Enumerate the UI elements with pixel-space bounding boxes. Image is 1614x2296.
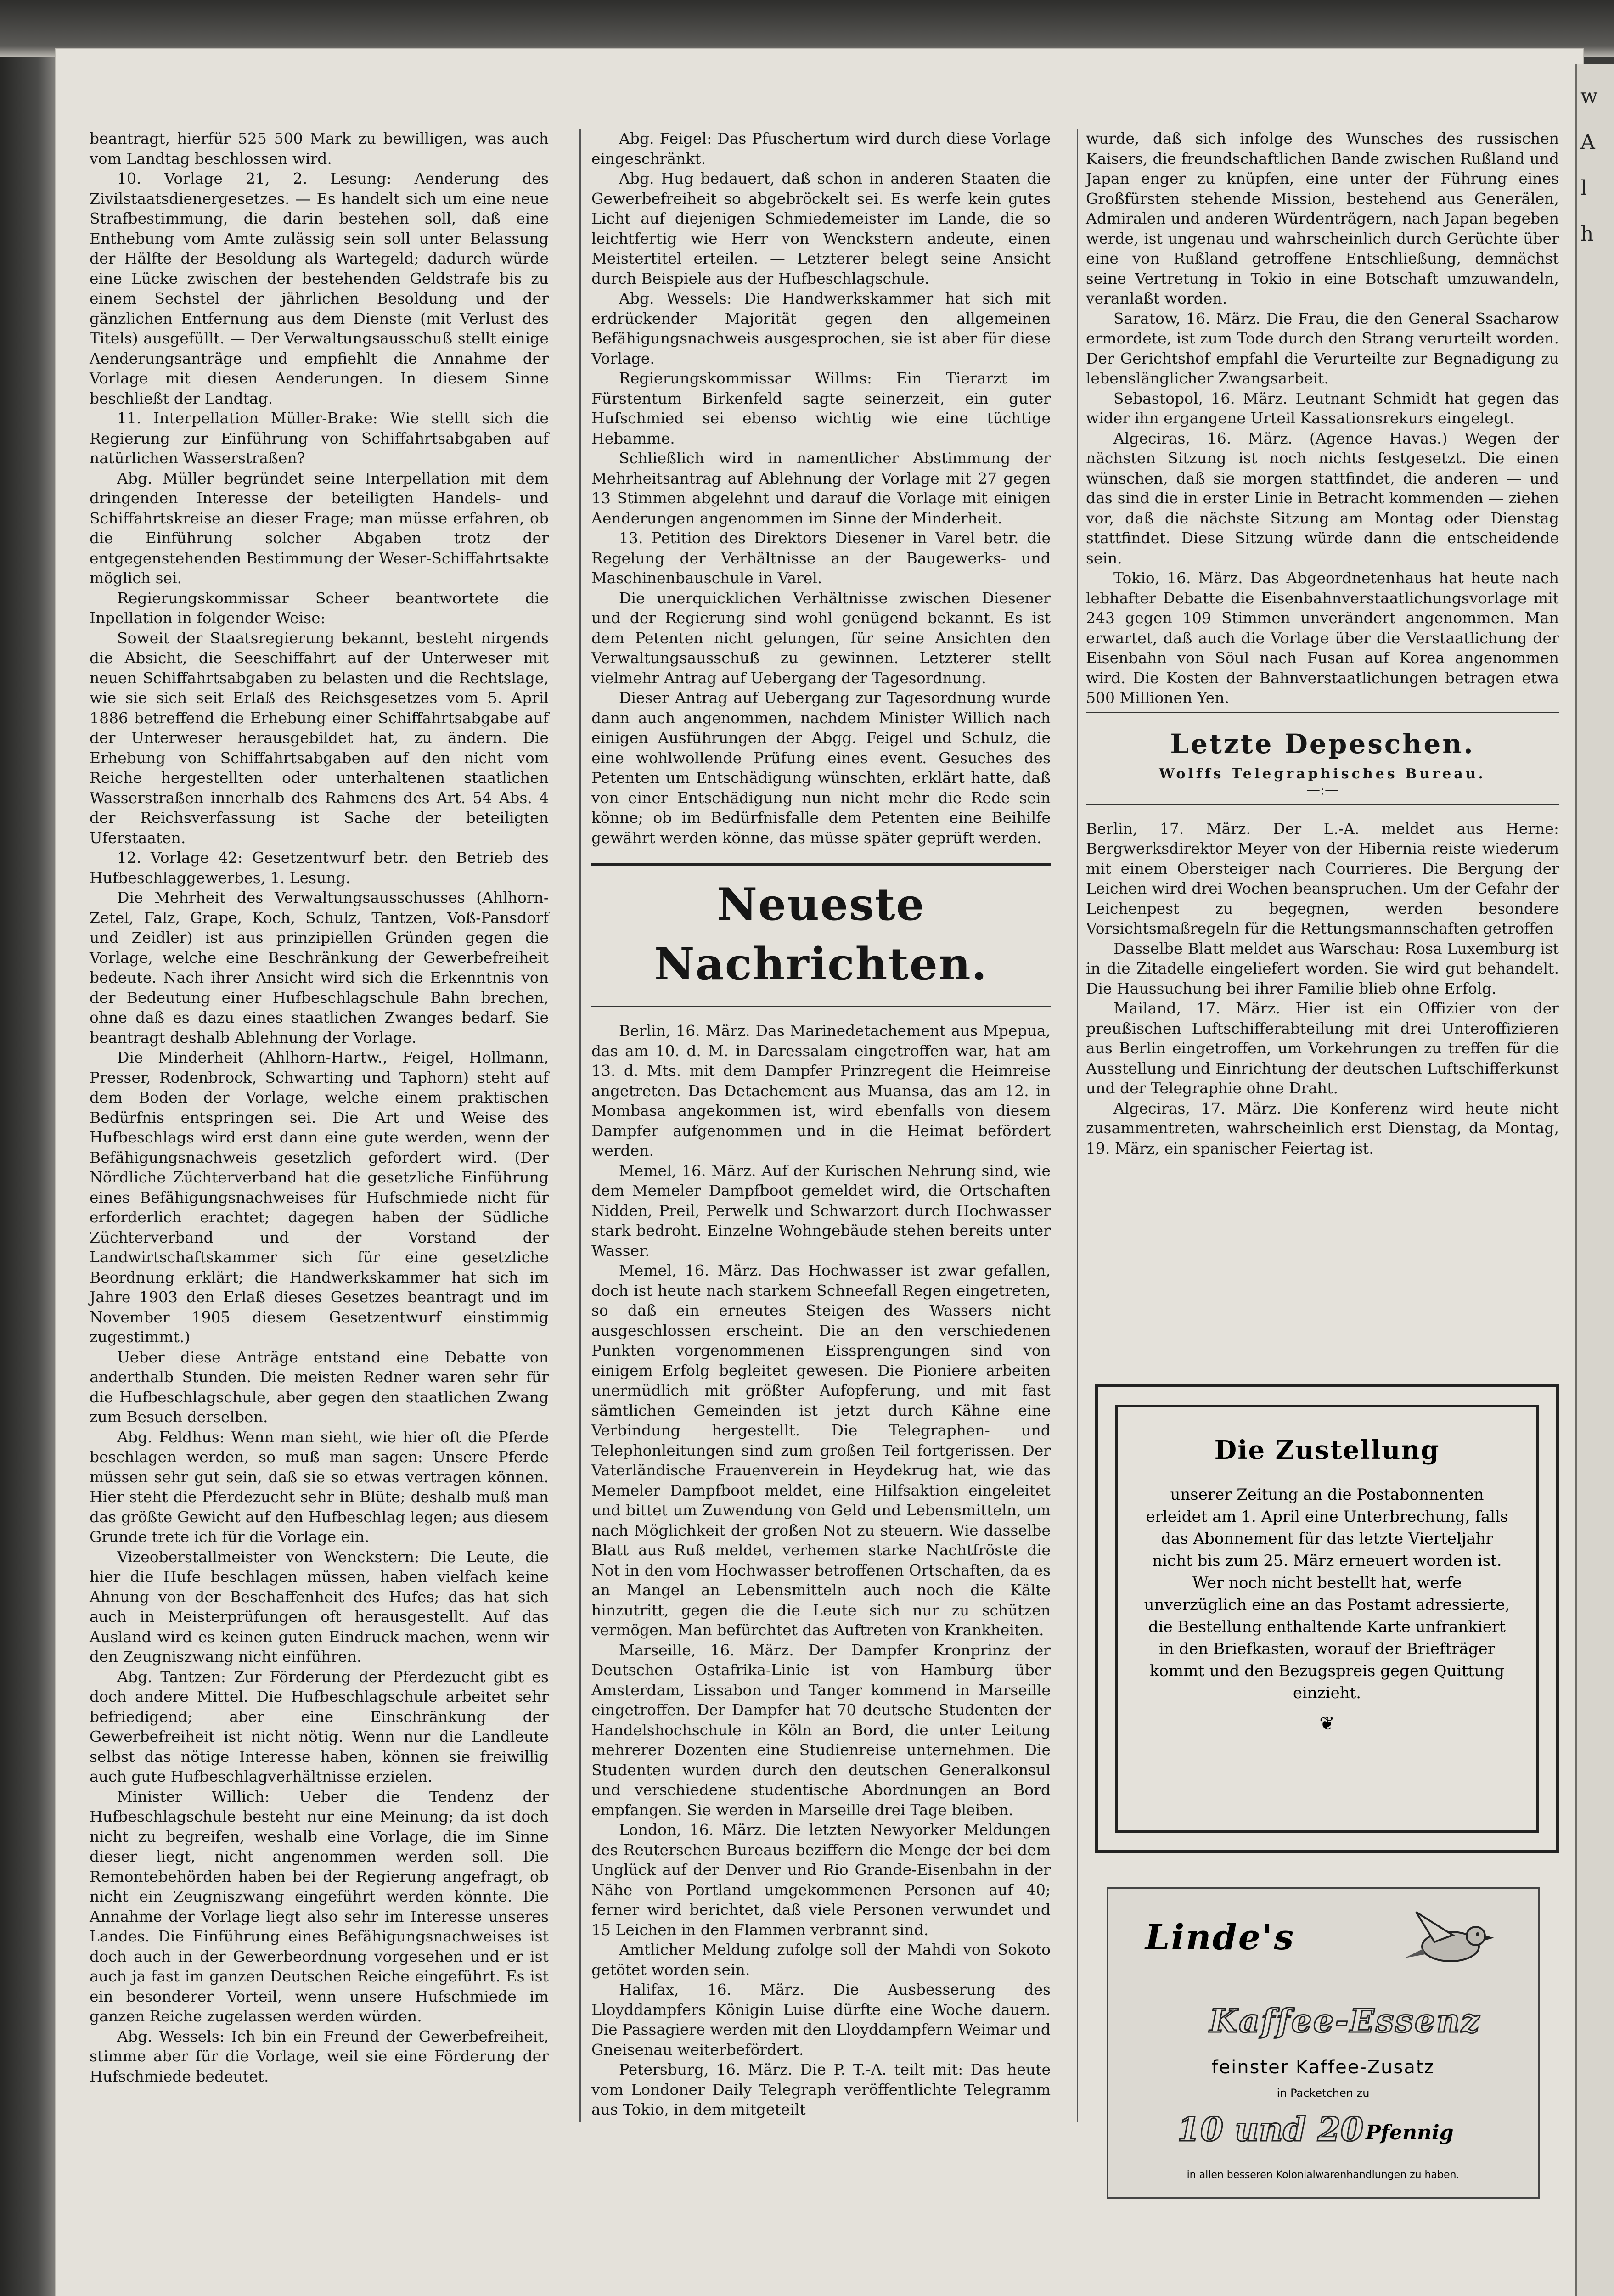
article-paragraph: wurde, daß sich infolge des Wunsches des russischen Kaisers, die freundschaftlichen Bande zwischen Rußland und Japan enger zu knüpfen, eine unter der Führung eines Großfürsten stehende Mission, bestehend aus Generälen, Admiralen und anderen Würdenträgern, nach Japan begeben werde, ist ungenau und wahrscheinlich durch Gerüchte über eine von Rußland getroffene Entschließung, demnächst seine Vertretung in Tokio in eine Botschaft umzuwandeln, veranlaßt worden. bbox=[1086, 129, 1559, 307]
article-paragraph: Algeciras, 17. März. Die Konferenz wird heute nicht zusammentreten, wahrscheinlich erst Dienstag, da Montag, 19. März, ein spanischer Feiertag ist. bbox=[1086, 1099, 1559, 1157]
depeschen-items bbox=[1086, 819, 1559, 1159]
article-paragraph: Petersburg, 16. März. Die P. T.-A. teilt mit: Das heute vom Londoner Daily Telegraph veröffentlichte Telegramm aus Tokio, in dem mitgeteilt bbox=[591, 2060, 1051, 2118]
article-paragraph: Abg. Müller begründet seine Interpellation mit dem dringenden Interesse der beteiligten Handels- und Schiffahrtskreise an dieser Frage; man müsse erfahren, ob die Einführung solcher Abgaben trotz der entgegenstehenden Bestimmung der Weser-Schiffahrtsakte möglich sei. bbox=[90, 469, 549, 587]
advertisement-box bbox=[1107, 1887, 1540, 2199]
article-paragraph: Dieser Antrag auf Uebergang zur Tagesordnung wurde dann auch angenommen, nachdem Minister Willich nach einigen Ausführungen der Abgg. Feigel und Schulz, die eine wohlwollende Prüfung eines event. Gesuches des Petenten um Entschädigung wünschten, erklärt hatte, daß von einer Entschädigung nun nicht mehr die Rede sein könne; ob im Bedürfnisfalle dem Petenten eine Beihilfe gewährt werden könne, das müsse später geprüft werden. bbox=[591, 689, 1051, 847]
ad-brand: Linde's bbox=[1145, 1917, 1295, 1958]
article-paragraph: Amtlicher Meldung zufolge soll der Mahdi von Sokoto getötet worden sein. bbox=[591, 1941, 1051, 1979]
article-paragraph: Abg. Wessels: Ich bin ein Freund der Gewerbefreiheit, stimme aber für die Vorlage, weil sie eine Förderung der Hufschmiede bedeutet. bbox=[90, 2027, 549, 2085]
ad-packet-note: in Packetchen zu bbox=[1277, 2087, 1370, 2099]
article-paragraph: Abg. Tantzen: Zur Förderung der Pferdezucht gibt es doch andere Mittel. Die Hufbeschlagschule arbeitet sehr befriedigend; aber eine Einschränkung der Gewerbefreiheit ist nicht nötig. Wenn nur die Landleute selbst das nötige Interesse haben, können sie freiwillig auch gute Hufbeschlagverhältnisse erzielen. bbox=[90, 1667, 549, 1785]
depeschen-heading: Letzte Depeschen. bbox=[1170, 728, 1475, 760]
ornament-icon: ❦ bbox=[1319, 1713, 1335, 1734]
article-paragraph: Memel, 16. März. Das Hochwasser ist zwar gefallen, doch ist heute nach starkem Schneefall Regen eingetreten, so daß ein erneutes Steigen des Wassers nicht ausgeschlossen erscheint. Die an den verschiedenen Punkten vorgenommenen Eissprengungen sind von einigem Erfolg begleitet gewesen. Die Pioniere arbeiten unermüdlich mit größter Aufopferung, und mit fast sämtlichen Gemeinden ist jetzt durch Kähne eine Verbindung hergestellt. Die Telegraphen- und Telephonleitungen sind zum großen Teil fortgerissen. Der Vaterländische Frauenverein in Heydekrug hat, wie das Memeler Dampfboot meldet, eine Hilfsaktion eingeleitet und bittet um Zuwendung von Geld und Lebensmitteln, um nach Möglichkeit der großen Not zu steuern. Wie dasselbe Blatt aus Ruß meldet, verhemen starke Nachtfröste die Not in den vom Hochwasser betroffenen Ortschaften, da es an Mangel an Lebensmitteln auch noch die Kälte hinzutritt, gegen die die Leute sich nur zu schützen vermögen. Man befürchtet das Auftreten von Krankheiten. bbox=[591, 1261, 1051, 1639]
subscription-notice-box bbox=[1095, 1384, 1559, 1853]
adjacent-page-edge: w A l h bbox=[1575, 64, 1614, 2296]
article-paragraph: Dasselbe Blatt meldet aus Warschau: Rosa Luxemburg ist in die Zitadelle eingeliefert worden. Sie wird gut behandelt. Die Haussuchung bei ihrer Familie blieb ohne Erfolg. bbox=[1086, 939, 1559, 997]
article-paragraph: Tokio, 16. März. Das Abgeordnetenhaus hat heute nach lebhafter Debatte die Eisenbahnverstaatlichungsvorlage mit 243 gegen 109 Stimmen unverändert angenommen. Man erwartet, daß auch die Vorlage über die Verstaatlichung der Eisenbahn von Söul nach Fusan auf Korea angenommen wird. Die Kosten der Bahnverstaatlichungen betragen etwa 500 Millionen Yen. bbox=[1086, 569, 1559, 707]
ad-tagline: feinster Kaffee-Zusatz bbox=[1211, 2057, 1435, 2078]
notice-text: unserer Zeitung an die Postabonnenten erleidet am 1. April eine Unterbrechung, falls das Abonnement für das letzte Vierteljahr nicht bis zum 25. März erneuert worden ist. Wer noch nicht bestellt hat, werfe unverzüglich eine an das Postamt adressierte, die Bestellung enthaltende Karte unfrankiert in den Briefkasten, worauf der Briefträger kommt und den Bezugspreis gegen Quittung einzieht. bbox=[1144, 1486, 1510, 1702]
article-paragraph: Sebastopol, 16. März. Leutnant Schmidt hat gegen das wider ihn ergangene Urteil Kassationsrekurs eingelegt. bbox=[1086, 389, 1559, 427]
article-paragraph: Ueber diese Anträge entstand eine Debatte von anderthalb Stunden. Die meisten Redner waren sehr für die Hufbeschlagschule, aber gegen den staatlichen Zwang zum Besuch derselben. bbox=[90, 1348, 549, 1426]
article-paragraph: Abg. Feldhus: Wenn man sieht, wie hier oft die Pferde beschlagen werden, so muß man sagen: Unsere Pferde müssen sehr gut sein, daß sie so etwas vertragen können. Hier steht die Pferdezucht sehr in Blüte; deshalb muß man das größte Gewicht auf den Hufbeschlag legen; aus diesem Grunde trete ich für die Vorlage ein. bbox=[90, 1428, 549, 1546]
article-paragraph: Die Minderheit (Ahlhorn-Hartw., Feigel, Hollmann, Presser, Rodenbrock, Schwarting und Taphorn) steht auf dem Boden der Vorlage, welche einem praktischen Bedürfnis entspringen sei. Die Art und Weise des Hufbeschlags wird erst dann eine gute werden, wenn der Befähigungsnachweis gesetzlich gefordert wird. (Der Nördliche Züchterverband hat die gesetzliche Einführung eines Befähigungsnachweises für Hufschmiede nicht für erforderlich erachtet; dagegen haben der Südliche Züchterverband und der Vorstand der Landwirtschaftskammer sich für eine gesetzliche Beordnung erklärt; die Handwerkskammer hat sich im Jahre 1903 den Erlaß dieses Gesetzes beantragt und im November 1905 diesem Gesetzentwurf einstimmig zugestimmt.) bbox=[90, 1048, 549, 1346]
column-left bbox=[90, 129, 549, 2086]
article-paragraph: London, 16. März. Die letzten Newyorker Meldungen des Reuterschen Bureaus beziffern die Menge der bei dem Unglück auf der Denver und Rio Grande-Eisenbahn in der Nähe von Portland umgekommenen Personen auf 40; ferner wird berichtet, daß viele Personen verwundet und 15 Leichen in den Flammen verbrannt sind. bbox=[591, 1821, 1051, 1939]
article-paragraph: Schließlich wird in namentlicher Abstimmung der Mehrheitsantrag auf Ablehnung der Vorlage mit 27 gegen 13 Stimmen abgelehnt und darauf die Vorlage mit einigen Aenderungen angenommen im Sinne der Minderheit. bbox=[591, 449, 1051, 527]
article-paragraph: Regierungskommissar Willms: Ein Tierarzt im Fürstentum Birkenfeld sagte seinerzeit, ein guter Hufschmied sei ebenso wichtig wie eine tüchtige Hebamme. bbox=[591, 369, 1051, 447]
article-paragraph: Regierungskommissar Scheer beantwortete die Inpellation in folgender Weise: bbox=[90, 589, 549, 627]
article-paragraph: beantragt, hierfür 525 500 Mark zu bewilligen, was auch vom Landtag beschlossen wird. bbox=[90, 129, 549, 168]
depeschen-agency: Wolffs Telegraphisches Bureau. bbox=[1159, 765, 1486, 782]
article-paragraph: Die unerquicklichen Verhältnisse zwischen Diesener und der Regierung sind wohl genügend bekannt. Es ist dem Petenten nicht gelungen, für seine Ansichten den Verwaltungsausschuß zu gewinnen. Letzterer stellt vielmehr Antrag auf Uebergang der Tagesordnung. bbox=[591, 589, 1051, 687]
article-paragraph: Berlin, 17. März. Der L.-A. meldet aus Herne: Bergwerksdirektor Meyer von der Hibernia reiste wiederum mit einem Obersteiger nach Courrieres. Die Bergung der Leichen wird drei Wochen beanspruchen. Um der Gefahr der Leichenpest zu begegnen, werden besondere Vorsichtsmaßregeln für die Rettungsmannschaften getroffen bbox=[1086, 819, 1559, 937]
news-items bbox=[591, 1021, 1051, 2120]
bird-logo-icon bbox=[1402, 1903, 1499, 1981]
article-paragraph: Mailand, 17. März. Hier ist ein Offizier von der preußischen Luftschifferabteilung mit drei Unteroffizieren aus Berlin eingetroffen, um Vorkehrungen zu treffen für die Ausstellung und Einrichtung der deutschen Luftschifferkunst und der Telegraphie ohne Draht. bbox=[1086, 999, 1559, 1097]
article-paragraph: Halifax, 16. März. Die Ausbesserung des Lloyddampfers Königin Luise dürfte eine Woche dauern. Die Passagiere werden mit den Lloyddampfern Weimar und Gneisenau weiterbefördert. bbox=[591, 1981, 1051, 2059]
ad-availability: in allen besseren Kolonialwarenhandlungen zu haben. bbox=[1187, 2169, 1460, 2181]
ad-product: Kaffee-Essenz bbox=[1209, 2002, 1481, 2040]
article-paragraph: Marseille, 16. März. Der Dampfer Kronprinz der Deutschen Ostafrika-Linie ist von Hamburg über Amsterdam, Lissabon und Tanger kommend in Marseille eingetroffen. Der Dampfer hat 70 deutsche Studenten der Handelshochschule in Köln an Bord, die unter Leitung mehrerer Dozenten eine Studienreise unternehmen. Die Studenten wurden durch den deutschen Generalkonsul und verschiedene studentische Abordnungen an Bord empfangen. Sie werden in Marseille drei Tage bleiben. bbox=[591, 1641, 1051, 1819]
section-rule bbox=[1086, 804, 1559, 805]
middle-top-articles bbox=[591, 129, 1051, 848]
column-rule bbox=[579, 129, 581, 2122]
article-paragraph: 10. Vorlage 21, 2. Lesung: Aenderung des Zivilstaatsdienergesetzes. — Es handelt sich um eine neue Strafbestimmung, die darin bestehen soll, daß eine Enthebung vom Amte zulässig sein soll unter Belassung der Hälfte der Besoldung als Wartegeld; dadurch würde eine Lücke zwischen der bestehenden Geldstrafe bis zu einem Sechstel der jährlichen Besoldung und der gänzlichen Entfernung aus dem Dienste (mit Verlust des Titels) ausgefüllt. — Der Verwaltungsausschuß stellt einige Aenderungsanträge und empfiehlt die Annahme der Vorlage mit diesen Aenderungen. In diesem Sinne beschließt der Landtag. bbox=[90, 169, 549, 407]
news-heading: Neueste Nachrichten. bbox=[654, 878, 988, 990]
section-rule bbox=[1086, 712, 1559, 713]
right-top-articles bbox=[1086, 129, 1559, 708]
column-rule bbox=[1077, 129, 1078, 2122]
article-paragraph: Memel, 16. März. Auf der Kurischen Nehrung sind, wie dem Memeler Dampfboot gemeldet wird, die Ortschaften Nidden, Preil, Perwelk und Schwarzort durch Hochwasser stark bedroht. Einzelne Wohngebäude stehen bereits unter Wasser. bbox=[591, 1161, 1051, 1260]
section-rule bbox=[591, 1006, 1051, 1007]
column-middle bbox=[591, 129, 1051, 2120]
article-paragraph: Soweit der Staatsregierung bekannt, besteht nirgends die Absicht, die Seeschiffahrt auf der Unterweser mit neuen Schiffahrtsabgaben zu belasten und die Rechtslage, wie sie sich seit Erlaß des Reichsgesetzes vom 5. April 1886 betreffend die Erhebung einer Schiffahrtsabgabe auf der Unterweser herausgebildet hat, zu ändern. Die Erhebung von Schiffahrtsabgaben auf den nicht vom Reiche hergestellten oder unterhaltenen staatlichen Wasserstraßen innerhalb des Rahmens des Art. 54 Abs. 4 der Reichsverfassung ist Sache der beteiligten Uferstaaten. bbox=[90, 629, 549, 847]
article-paragraph: Abg. Feigel: Das Pfuschertum wird durch diese Vorlage eingeschränkt. bbox=[591, 129, 1051, 168]
article-paragraph: Die Mehrheit des Verwaltungsausschusses (Ahlhorn-Zetel, Falz, Grape, Koch, Schulz, Tantzen, Voß-Pansdorf und Zeidler) ist aus prinzipiellen Gründen gegen die Vorlage, welche eine Beschränkung der Gewerbefreiheit bedeute. Nach ihrer Ansicht wird sich die Erkenntnis von der Bedeutung einer Hufbeschlagschule Bahn brechen, ohne daß es dazu eines staatlichen Zwanges bedarf. Sie beantragt deshalb Ablehnung der Vorlage. bbox=[90, 889, 549, 1047]
article-paragraph: Abg. Hug bedauert, daß schon in anderen Staaten die Gewerbefreiheit so abgebröckelt sei. Es werfe kein gutes Licht auf diejenigen Schmiedemeister im Lande, die so leichtfertig wie Herr von Wenckstern andeute, einen Meistertitel erteilen. — Letzterer belegt seine Ansicht durch Beispiele aus der Hufbeschlagschule. bbox=[591, 169, 1051, 287]
article-paragraph: Minister Willich: Ueber die Tendenz der Hufbeschlagschule besteht nur eine Meinung; da ist doch nicht zu begreifen, weshalb eine Vorlage, die im Sinne dieser liegt, nicht angenommen werden soll. Die Remontebehörden haben bei der Regierung angefragt, ob nicht ein Zeugniszwang eingeführt werden könnte. Die Annahme der Vorlage liegt also sehr im Interesse unseres Landes. Die Einführung eines Befähigungsnachweises ist doch auch in der Gewerbeordnung vorgesehen und er ist auch ja fast im ganzen Deutschen Reiche eingeführt. Es ist ein besonderer Vorteil, wenn unsere Hufschmiede im ganzen Reiche zugelassen werden würden. bbox=[90, 1787, 549, 2025]
article-paragraph: 13. Petition des Direktors Diesener in Varel betr. die Regelung der Verhältnisse an der Baugewerks- und Maschinenbauschule in Varel. bbox=[591, 529, 1051, 587]
article-paragraph: 11. Interpellation Müller-Brake: Wie stellt sich die Regierung zur Einführung von Schiffahrtsabgaben auf natürlichen Wasserstraßen? bbox=[90, 409, 549, 467]
depeschen-separator: —:— bbox=[1306, 782, 1339, 798]
notice-title: Die Zustellung bbox=[1214, 1435, 1440, 1465]
article-paragraph: 12. Vorlage 42: Gesetzentwurf betr. den Betrieb des Hufbeschlaggewerbes, 1. Lesung. bbox=[90, 849, 549, 887]
notice-inner-frame bbox=[1115, 1405, 1539, 1833]
article-paragraph: Berlin, 16. März. Das Marinedetachement aus Mpepua, das am 10. d. M. in Daressalam eingetroffen war, hat am 13. d. Mts. mit dem Dampfer Prinzregent die Heimreise angetreten. Das Detachement aus Muansa, das am 12. in Mombasa angekommen ist, wird ebenfalls von diesem Dampfer aufgenommen und in die Heimat befördert werden. bbox=[591, 1022, 1051, 1159]
ad-price-unit: Pfennig bbox=[1366, 2121, 1454, 2144]
ad-price: 10 und 20 bbox=[1177, 2110, 1364, 2149]
article-paragraph: Abg. Wessels: Die Handwerkskammer hat sich mit erdrückender Majorität gegen den allgemeinen Befähigungsnachweis ausgesprochen, sie ist aber für diese Vorlage. bbox=[591, 289, 1051, 367]
article-paragraph: Algeciras, 16. März. (Agence Havas.) Wegen der nächsten Sitzung ist noch nichts festgesetzt. Die einen wünschen, daß sie morgen stattfindet, die anderen — und das sind die in erster Linie in Betracht kommenden — ziehen vor, daß die nächste Sitzung am Montag oder Dienstag stattfindet. Diese Sitzung würde dann die entscheidende sein. bbox=[1086, 429, 1559, 567]
column-right bbox=[1086, 129, 1559, 1158]
article-paragraph: Saratow, 16. März. Die Frau, die den General Ssacharow ermordete, ist zum Tode durch den Strang verurteilt worden. Der Gerichtshof empfahl die Verurteilte zur Begnadigung zu lebenslänglicher Zwangsarbeit. bbox=[1086, 309, 1559, 387]
section-rule bbox=[591, 863, 1051, 866]
article-paragraph: Vizeoberstallmeister von Wenckstern: Die Leute, die hier die Hufe beschlagen müssen, haben vielfach keine Ahnung von der Beschaffenheit des Hufes; das hat sich auch in Meisterprüfungen oft herausgestellt. Auf das Ausland wird es keinen guten Eindruck machen, wenn wir den Zeugniszwang nicht einführen. bbox=[90, 1548, 549, 1666]
